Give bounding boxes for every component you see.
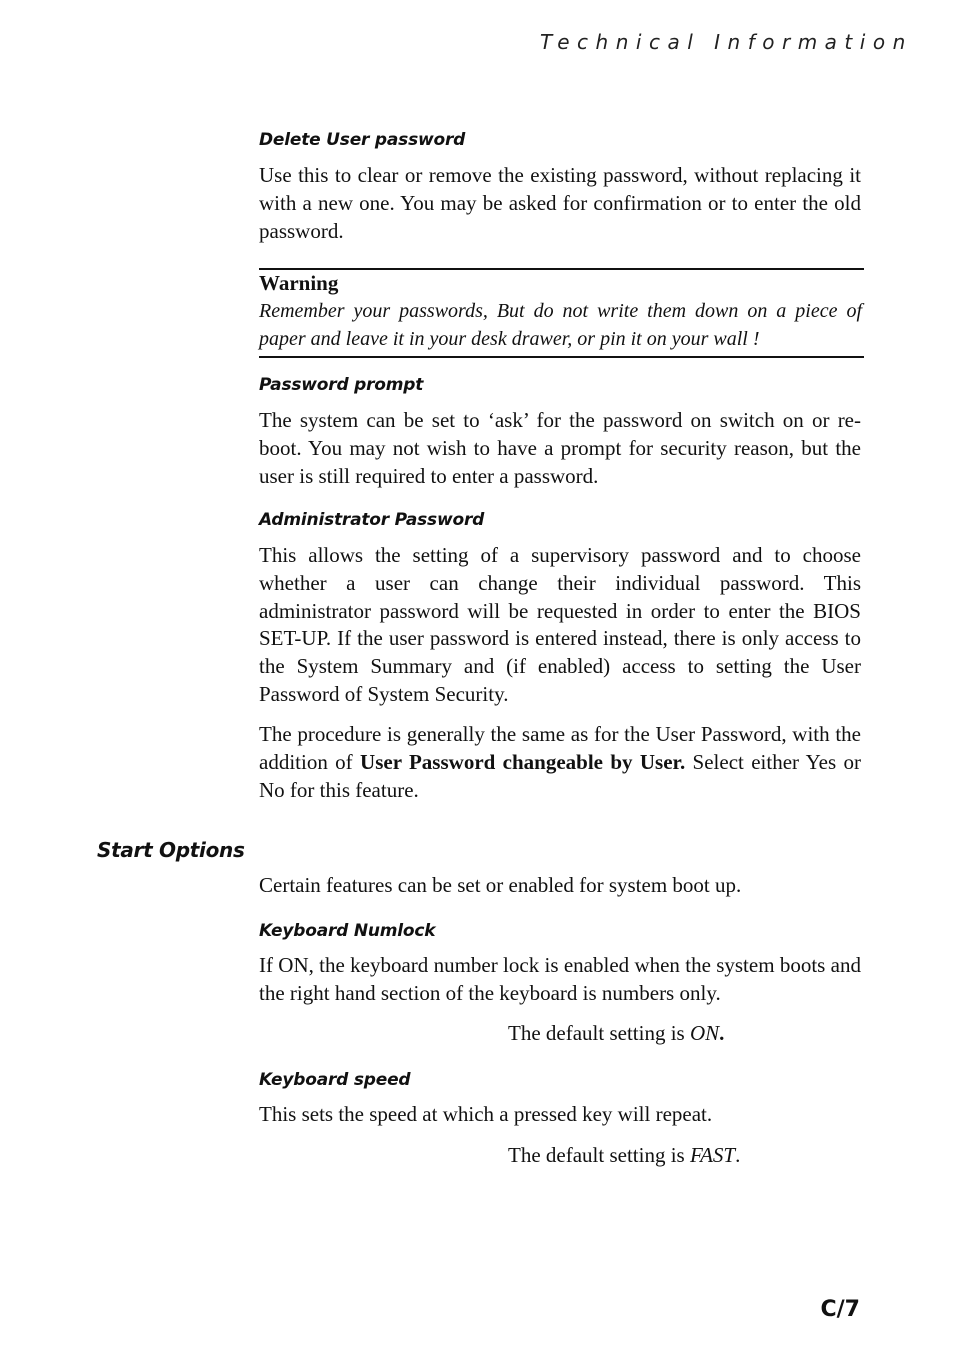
- default-suffix: .: [735, 1143, 741, 1167]
- running-head: Technical Information: [540, 30, 913, 54]
- warning-title: Warning: [259, 271, 339, 295]
- keyboard-speed-heading: Keyboard speed: [259, 1070, 411, 1090]
- keyboard-numlock-default: [508, 1021, 724, 1046]
- page-number: C/7: [820, 1297, 860, 1322]
- procedure-text-before: The procedure is generally the same as for the User Password, with the addition of: [259, 722, 861, 774]
- administrator-password-heading: Administrator Password: [259, 510, 485, 530]
- default-suffix: .: [719, 1021, 725, 1045]
- keyboard-speed-default: [508, 1143, 740, 1168]
- password-prompt-section: [259, 407, 861, 490]
- start-options-intro-block: [259, 872, 861, 900]
- keyboard-numlock-heading: Keyboard Numlock: [259, 921, 436, 941]
- warning-text: Remember your passwords, But do not write them down on a piece of paper and leave it in your desk drawer, or pin it on your wall !: [259, 300, 862, 350]
- default-value: ON: [689, 1021, 720, 1045]
- warning-box: [259, 268, 864, 358]
- delete-user-password-heading: Delete User password: [259, 130, 466, 150]
- keyboard-speed-section: [259, 1101, 861, 1129]
- procedure-bold-option: User Password changeable by User.: [360, 749, 686, 774]
- password-prompt-heading: Password prompt: [259, 375, 424, 395]
- keyboard-speed-body: This sets the speed at which a pressed key will repeat.: [259, 1102, 713, 1126]
- administrator-password-body-2: [259, 721, 861, 804]
- keyboard-numlock-body: If ON, the keyboard number lock is enabled when the system boots and the right hand section of the keyboard is numbers only.: [259, 953, 861, 1005]
- start-options-heading: Start Options: [97, 838, 245, 862]
- administrator-password-section: [259, 542, 861, 709]
- procedure-text-after: Select either Yes or No for this feature.: [259, 749, 861, 802]
- administrator-password-procedure: [259, 721, 861, 804]
- delete-user-password-section: [259, 162, 861, 245]
- default-prefix: The default setting is: [508, 1143, 690, 1167]
- keyboard-numlock-section: [259, 952, 861, 1008]
- delete-user-password-body: Use this to clear or remove the existing password, without replacing it with a new one. You may be asked for confirmation or to enter the old password.: [259, 163, 861, 243]
- start-options-intro: Certain features can be set or enabled for system boot up.: [259, 873, 742, 897]
- default-prefix: The default setting is: [508, 1021, 690, 1045]
- password-prompt-body: The system can be set to ‘ask’ for the password on switch on or re-boot. You may not wish to have a prompt for security reason, but the user is still required to enter a password.: [259, 408, 861, 488]
- default-value: FAST: [689, 1143, 736, 1167]
- administrator-password-body: This allows the setting of a supervisory password and to choose whether a user can change their individual password. This administrator password will be requested in order to enter the BIOS SET-UP. If the user password is entered instead, there is only access to the System Summary and (if enabled) access to setting the User Password of System Security.: [259, 543, 861, 706]
